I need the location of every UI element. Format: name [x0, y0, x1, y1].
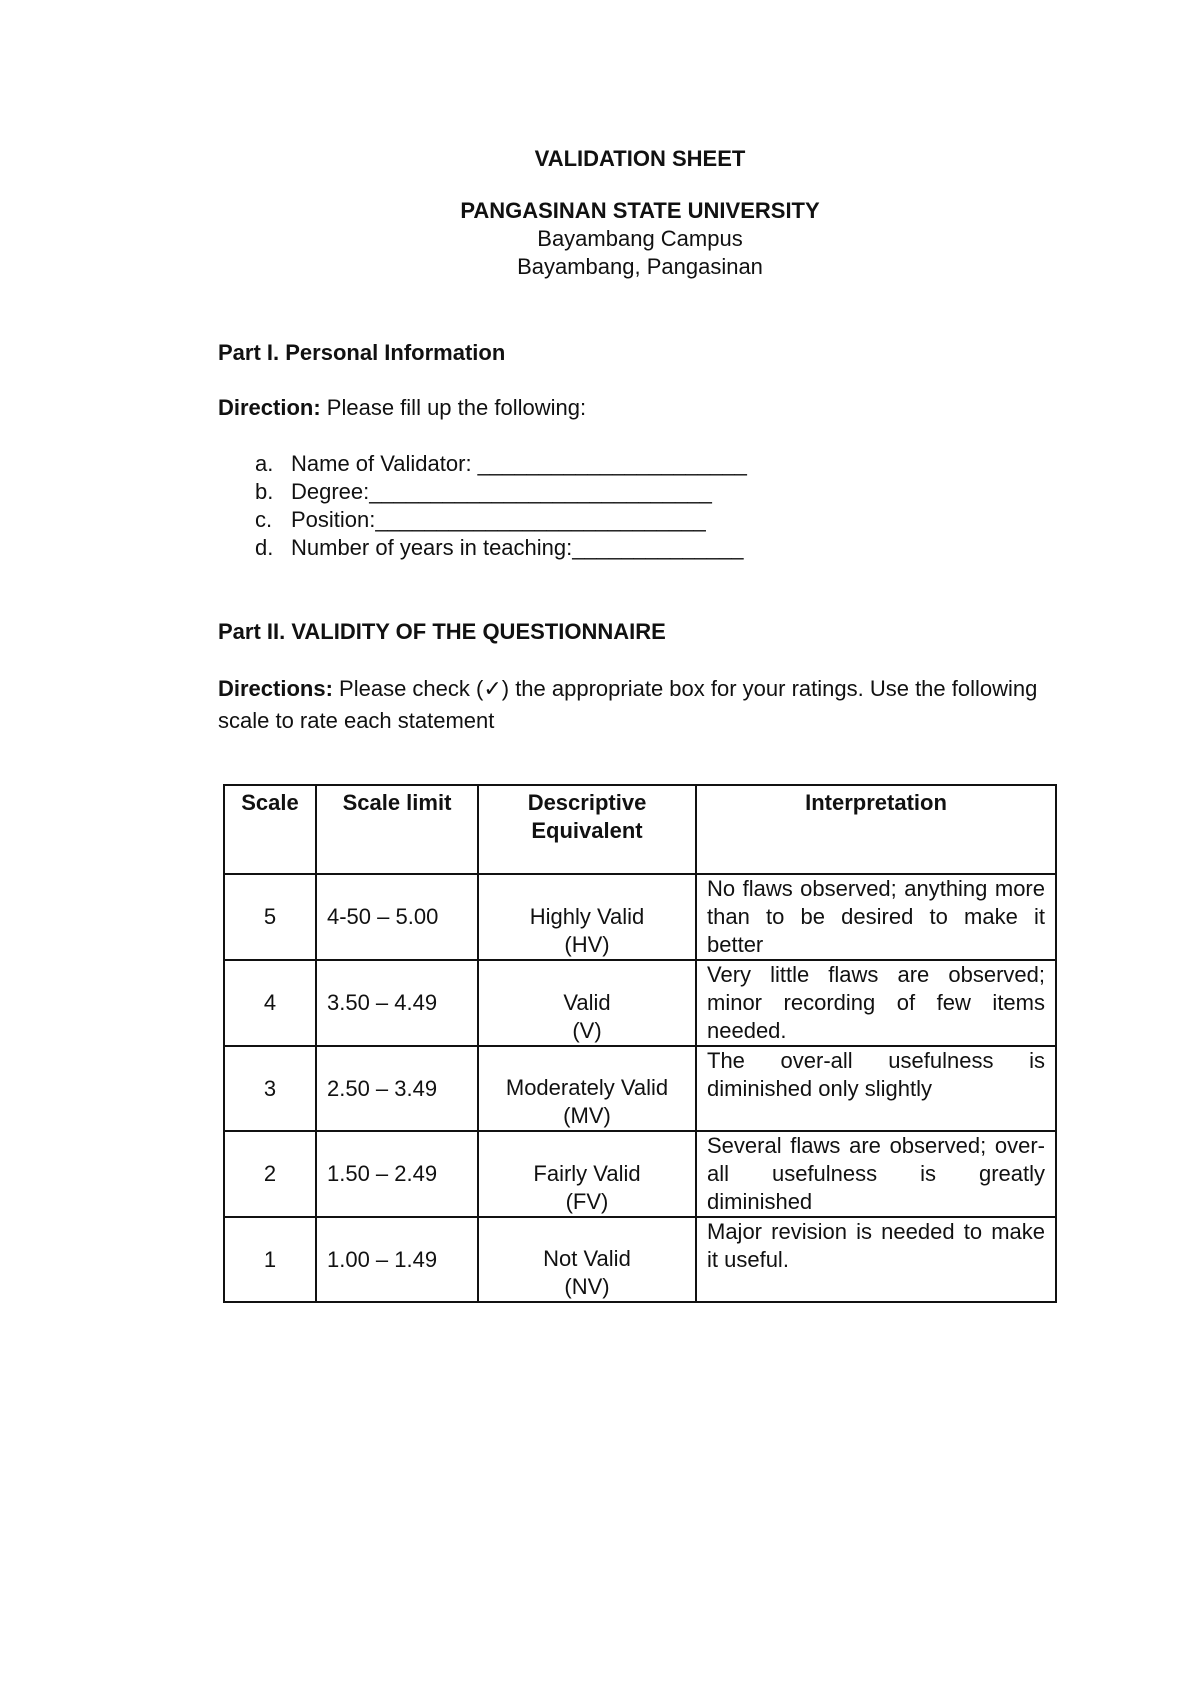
directions-label: Directions: — [218, 676, 333, 701]
part1-direction — [218, 394, 586, 422]
part2-heading: Part II. VALIDITY OF THE QUESTIONNAIRE — [218, 619, 666, 644]
descriptive-name: Not Valid — [543, 1246, 631, 1271]
years-teaching-field: Number of years in teaching:______________ — [291, 535, 744, 560]
header-interpretation: Interpretation — [696, 785, 1056, 874]
cell-scale: 2 — [224, 1131, 316, 1217]
descriptive-abbr: (HV) — [564, 932, 610, 957]
table-row — [224, 1131, 1056, 1217]
header-scale: Scale — [224, 785, 316, 874]
part1-heading: Part I. Personal Information — [218, 340, 506, 365]
header-scale-limit: Scale limit — [316, 785, 478, 874]
interpretation-text: No flaws observed; anything more than to be desired to make it better — [707, 876, 1045, 957]
interpretation-text: Several flaws are observed; over-all usefulness is greatly diminished — [707, 1133, 1045, 1214]
personal-info-list — [255, 450, 747, 562]
directions-text: Please check (✓) the appropriate box for your ratings. Use the following scale to rate each statement — [218, 676, 1038, 733]
table-row — [224, 874, 1056, 960]
cell-scale-limit: 4-50 – 5.00 — [316, 874, 478, 960]
direction-text: Please fill up the following: — [320, 395, 587, 420]
descriptive-name: Fairly Valid — [533, 1161, 641, 1186]
header-descriptive-equivalent: Descriptive Equivalent — [478, 785, 696, 874]
cell-scale-limit: 2.50 – 3.49 — [316, 1046, 478, 1131]
table-row — [224, 960, 1056, 1046]
list-marker: c. — [255, 507, 273, 532]
interpretation-text: Very little flaws are observed; minor recording of few items needed. — [707, 962, 1045, 1043]
cell-interpretation — [696, 1046, 1056, 1131]
list-item — [255, 506, 747, 534]
interpretation-text: The over-all usefulness is diminished only slightly — [707, 1048, 1045, 1101]
descriptive-abbr: (FV) — [565, 1189, 609, 1214]
list-item — [255, 534, 747, 562]
interpretation-text: Major revision is needed to make it useful. — [707, 1219, 1045, 1272]
degree-field: Degree:____________________________ — [291, 479, 712, 504]
cell-descriptive — [478, 874, 696, 960]
cell-scale: 4 — [224, 960, 316, 1046]
list-item — [255, 478, 747, 506]
cell-descriptive — [478, 1217, 696, 1302]
descriptive-name: Moderately Valid — [505, 1075, 669, 1100]
part2-directions — [218, 673, 1048, 737]
list-marker: b. — [255, 479, 274, 504]
list-marker: a. — [255, 451, 274, 476]
list-item — [255, 450, 747, 478]
cell-scale-limit: 3.50 – 4.49 — [316, 960, 478, 1046]
cell-interpretation — [696, 960, 1056, 1046]
university-name: PANGASINAN STATE UNIVERSITY — [460, 198, 820, 223]
descriptive-name: Highly Valid — [529, 904, 645, 929]
cell-scale-limit: 1.00 – 1.49 — [316, 1217, 478, 1302]
descriptive-abbr: (V) — [572, 1018, 602, 1043]
list-marker: d. — [255, 535, 274, 560]
campus-name: Bayambang Campus — [537, 226, 743, 251]
campus-location: Bayambang, Pangasinan — [517, 254, 763, 279]
cell-interpretation — [696, 1217, 1056, 1302]
table-row — [224, 1217, 1056, 1302]
cell-interpretation — [696, 874, 1056, 960]
cell-interpretation — [696, 1131, 1056, 1217]
cell-scale: 5 — [224, 874, 316, 960]
cell-scale: 3 — [224, 1046, 316, 1131]
descriptive-name: Valid — [563, 990, 611, 1015]
table-header-row — [224, 785, 1056, 874]
cell-descriptive — [478, 1131, 696, 1217]
document-title: VALIDATION SHEET — [534, 146, 746, 171]
descriptive-abbr: (NV) — [564, 1274, 610, 1299]
direction-label: Direction: — [218, 395, 321, 420]
cell-scale-limit: 1.50 – 2.49 — [316, 1131, 478, 1217]
cell-descriptive — [478, 960, 696, 1046]
rating-scale-table — [223, 784, 1057, 1303]
validator-name-field: Name of Validator: ______________________ — [291, 451, 747, 476]
position-field: Position:___________________________ — [291, 507, 706, 532]
cell-scale: 1 — [224, 1217, 316, 1302]
table-row — [224, 1046, 1056, 1131]
descriptive-abbr: (MV) — [563, 1103, 611, 1128]
cell-descriptive — [478, 1046, 696, 1131]
